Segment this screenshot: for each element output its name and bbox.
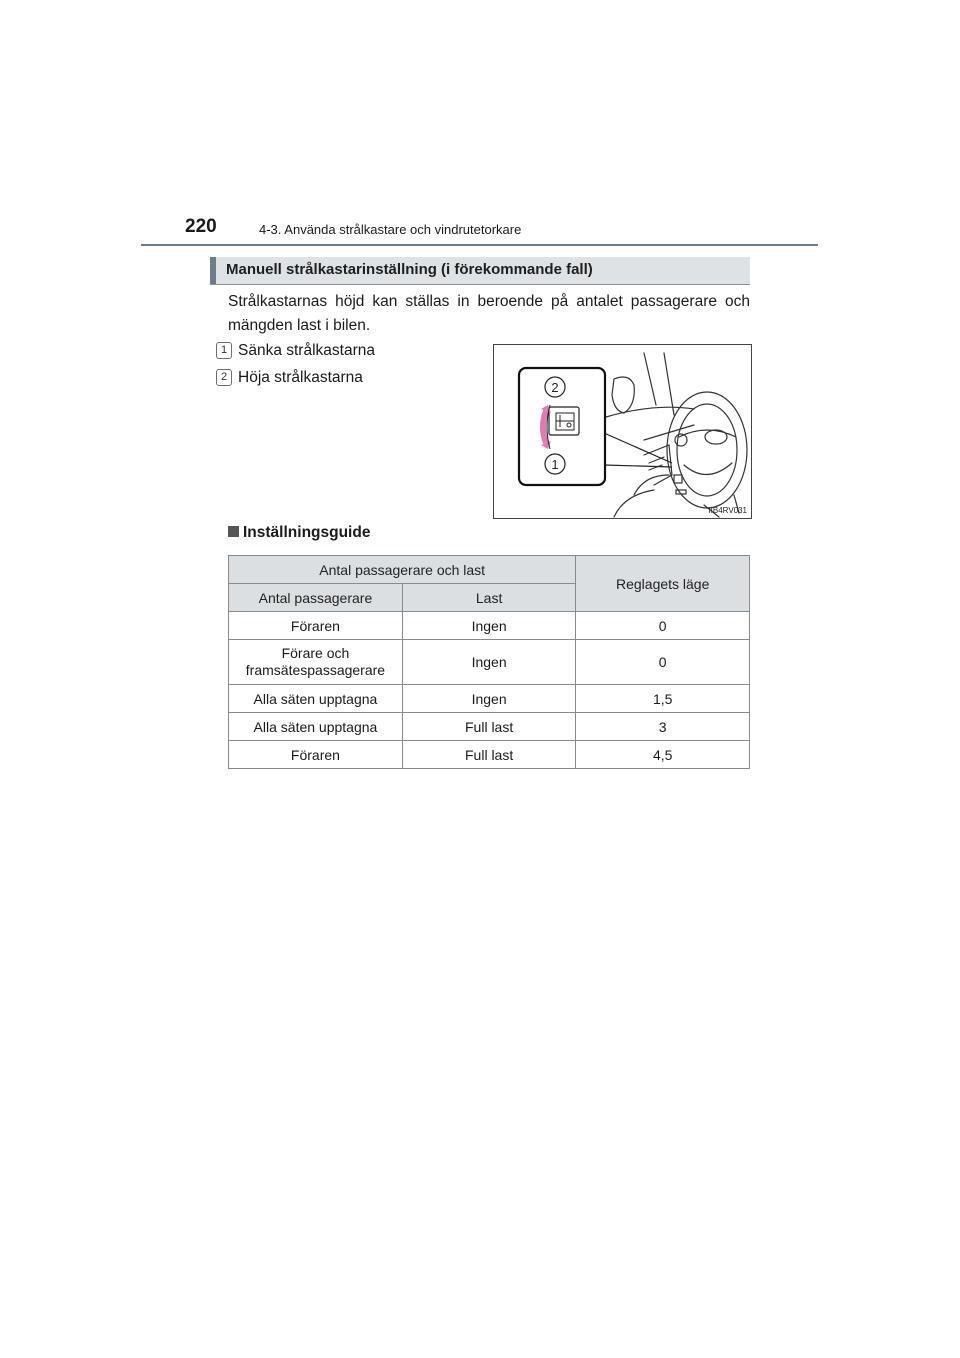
cell-passengers: Alla säten upptagna bbox=[229, 713, 403, 741]
table-row bbox=[229, 612, 750, 640]
page-number: 220 bbox=[185, 216, 217, 237]
step-1 bbox=[216, 341, 375, 361]
chapter-title: 4-3. Använda strålkastare och vindrutetorkare bbox=[259, 222, 522, 237]
cell-passengers: Föraren bbox=[229, 612, 403, 640]
headlight-switch-illustration bbox=[493, 344, 752, 519]
cell-position: 1,5 bbox=[576, 685, 750, 713]
step-label: Höja strålkastarna bbox=[238, 369, 363, 386]
header-passengers: Antal passagerare bbox=[229, 584, 403, 612]
cell-load: Full last bbox=[402, 713, 576, 741]
adjustment-guide-table bbox=[228, 555, 750, 769]
cell-load: Ingen bbox=[402, 640, 576, 685]
step-number-badge: 2 bbox=[216, 369, 232, 386]
cell-load: Ingen bbox=[402, 612, 576, 640]
cell-passengers: Föraren bbox=[229, 741, 403, 769]
callout-2: 2 bbox=[551, 380, 559, 395]
step-number-badge: 1 bbox=[216, 342, 232, 359]
callout-1: 1 bbox=[551, 457, 559, 472]
intro-text bbox=[228, 290, 750, 338]
cell-load: Full last bbox=[402, 741, 576, 769]
section-title-bar bbox=[210, 257, 750, 285]
intro-line-1: Strålkastarnas höjd kan ställas in beroende på antalet passagerare bbox=[228, 293, 717, 310]
section-title: Manuell strålkastarinställning (i förekommande fall) bbox=[226, 261, 593, 278]
bullet-square-icon bbox=[228, 526, 239, 537]
table-row bbox=[229, 685, 750, 713]
table-row bbox=[229, 713, 750, 741]
cell-position: 0 bbox=[576, 640, 750, 685]
step-2 bbox=[216, 368, 363, 388]
figure-id: IIB4RV031 bbox=[708, 506, 747, 515]
sub-heading-label: Inställningsguide bbox=[243, 524, 371, 541]
cell-position: 4,5 bbox=[576, 741, 750, 769]
header-passengers-and-load: Antal passagerare och last bbox=[229, 556, 576, 584]
section-accent bbox=[210, 257, 216, 284]
step-label: Sänka strålkastarna bbox=[238, 342, 375, 359]
header-switch-position: Reglagets läge bbox=[576, 556, 750, 612]
cell-position: 3 bbox=[576, 713, 750, 741]
table-row bbox=[229, 640, 750, 685]
header-rule bbox=[141, 244, 818, 246]
cell-passengers: Alla säten upptagna bbox=[229, 685, 403, 713]
cell-position: 0 bbox=[576, 612, 750, 640]
cell-passengers-line-1: Förare och bbox=[281, 645, 350, 661]
intro-line-2: och mängden last i bilen. bbox=[228, 293, 751, 334]
header-load: Last bbox=[402, 584, 576, 612]
cell-load: Ingen bbox=[402, 685, 576, 713]
dashboard-drawing bbox=[494, 345, 751, 518]
table-row bbox=[229, 741, 750, 769]
sub-heading bbox=[228, 524, 370, 542]
table-header-row bbox=[229, 556, 750, 584]
cell-passengers-line-2: framsätespassagerare bbox=[245, 662, 386, 678]
cell-passengers bbox=[229, 640, 403, 685]
